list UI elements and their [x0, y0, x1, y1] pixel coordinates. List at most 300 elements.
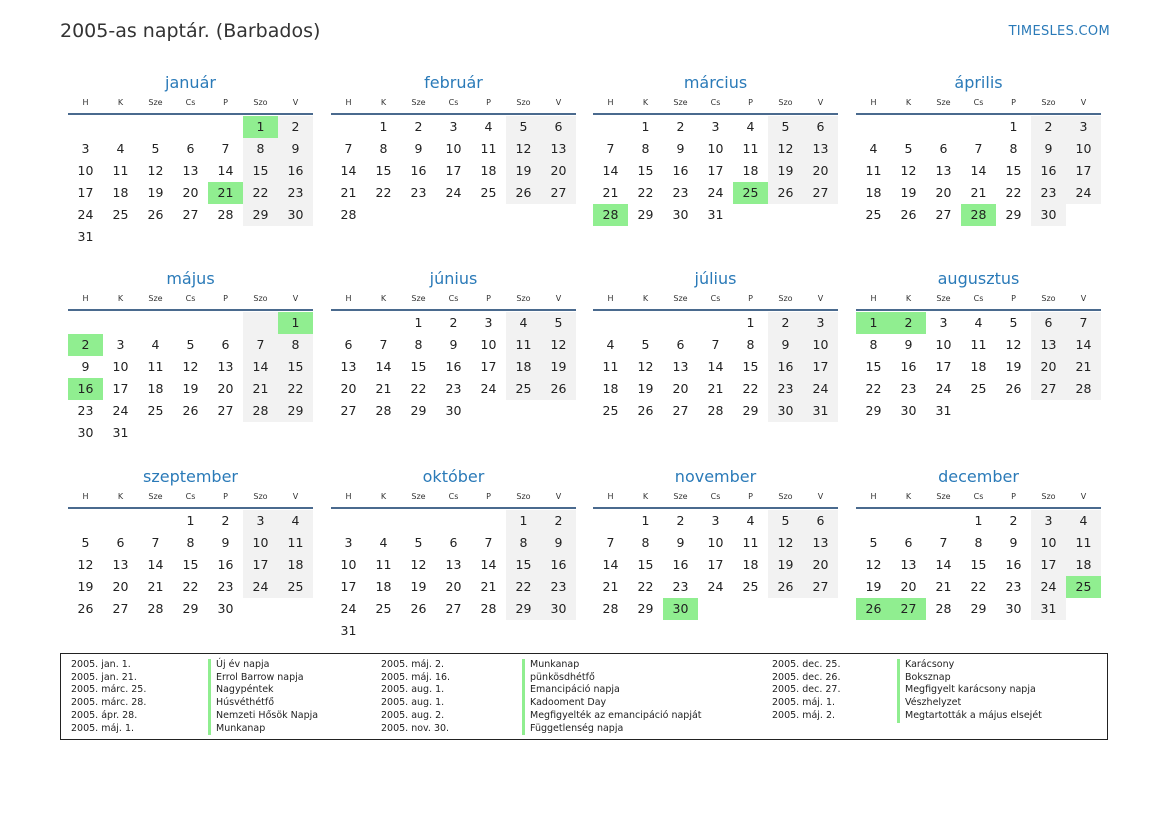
day-cell: 24 — [707, 185, 724, 200]
day-cell: 23 — [1031, 182, 1066, 204]
day-cell: 15 — [243, 160, 278, 182]
weekday-label: V — [1080, 492, 1087, 501]
day-cell: 27 — [803, 576, 838, 598]
day-cell: 10 — [707, 141, 724, 156]
weekday-label: V — [1080, 294, 1087, 303]
holiday-day: 27 — [891, 598, 926, 620]
empty-cell — [961, 116, 996, 138]
day-cell: 29 — [182, 601, 199, 616]
day-cell: 17 — [1031, 554, 1066, 576]
day-cell: 7 — [939, 535, 948, 550]
day-cell: 7 — [711, 337, 720, 352]
day-cell: 19 — [77, 579, 94, 594]
empty-cell — [208, 116, 243, 138]
day-cell: 11 — [375, 557, 392, 572]
day-cell: 4 — [484, 119, 493, 134]
day-grid — [593, 510, 838, 620]
day-cell: 19 — [865, 579, 882, 594]
day-cell: 17 — [935, 359, 952, 374]
weekday-label: Sze — [673, 98, 688, 107]
empty-cell — [891, 116, 926, 138]
day-cell: 26 — [768, 576, 803, 598]
day-cell: 25 — [970, 381, 987, 396]
day-cell: 21 — [375, 381, 392, 396]
day-cell: 27 — [217, 403, 234, 418]
empty-cell — [471, 510, 506, 532]
weekday-label: H — [82, 294, 89, 303]
holiday-name: Új év napja — [208, 659, 318, 672]
month-title: június — [429, 269, 478, 288]
holiday-day: 1 — [856, 312, 891, 334]
weekday-label: V — [555, 294, 562, 303]
day-cell: 29 — [742, 403, 759, 418]
month-november — [593, 466, 838, 620]
weekday-label: V — [817, 98, 824, 107]
day-cell: 10 — [803, 334, 838, 356]
weekday-label: K — [642, 98, 649, 107]
day-cell: 5 — [768, 116, 803, 138]
holiday-name: Függetlenség napja — [522, 723, 702, 736]
day-cell: 24 — [480, 381, 497, 396]
day-grid — [856, 116, 1101, 226]
month-április — [856, 72, 1101, 226]
weekday-label: V — [292, 492, 299, 501]
day-cell: 8 — [506, 532, 541, 554]
weekday-label: V — [1080, 98, 1087, 107]
day-cell: 13 — [182, 163, 199, 178]
day-cell: 1 — [379, 119, 388, 134]
day-cell: 16 — [541, 554, 576, 576]
day-cell: 28 — [480, 601, 497, 616]
holiday-date: 2005. dec. 27. — [772, 684, 841, 696]
day-cell: 2 — [278, 116, 313, 138]
day-cell: 8 — [974, 535, 983, 550]
day-cell: 12 — [637, 359, 654, 374]
day-cell: 21 — [243, 378, 278, 400]
day-cell: 10 — [77, 163, 94, 178]
day-cell: 18 — [602, 381, 619, 396]
day-cell: 14 — [147, 557, 164, 572]
day-cell: 25 — [112, 207, 129, 222]
day-grid — [68, 116, 313, 248]
day-cell: 12 — [147, 163, 164, 178]
day-cell: 7 — [344, 141, 353, 156]
day-cell: 25 — [742, 579, 759, 594]
day-cell: 2 — [676, 513, 685, 528]
page-title: 2005-as naptár. (Barbados) — [60, 20, 321, 42]
holiday-name: Nemzeti Hősök Napja — [208, 710, 318, 723]
weekday-label: H — [607, 294, 614, 303]
day-cell: 15 — [410, 359, 427, 374]
holiday-dates-column — [772, 659, 840, 723]
day-cell: 24 — [1066, 182, 1101, 204]
day-cell: 9 — [449, 337, 458, 352]
holiday-day: 30 — [663, 598, 698, 620]
day-cell: 15 — [1005, 163, 1022, 178]
day-cell: 3 — [803, 312, 838, 334]
day-cell: 13 — [803, 138, 838, 160]
weekday-label: Sze — [673, 492, 688, 501]
day-cell: 15 — [970, 557, 987, 572]
day-cell: 29 — [865, 403, 882, 418]
day-cell: 5 — [641, 337, 650, 352]
holiday-date: 2005. aug. 1. — [381, 684, 445, 696]
day-cell: 2 — [221, 513, 230, 528]
weekday-label: H — [870, 294, 877, 303]
day-cell: 1 — [641, 513, 650, 528]
empty-cell — [593, 510, 628, 532]
weekday-label: V — [555, 492, 562, 501]
day-cell: 3 — [484, 315, 493, 330]
day-cell: 18 — [147, 381, 164, 396]
day-cell: 31 — [707, 207, 724, 222]
day-cell: 25 — [865, 207, 882, 222]
empty-cell — [103, 116, 138, 138]
weekday-label: H — [345, 492, 352, 501]
day-cell: 18 — [742, 557, 759, 572]
day-cell: 17 — [707, 557, 724, 572]
weekday-label: P — [1011, 98, 1016, 107]
holiday-date: 2005. máj. 1. — [71, 722, 135, 734]
day-cell: 19 — [506, 160, 541, 182]
day-cell: 7 — [606, 141, 615, 156]
day-cell: 7 — [221, 141, 230, 156]
day-cell: 13 — [541, 138, 576, 160]
weekday-label: V — [555, 98, 562, 107]
day-grid — [68, 510, 313, 620]
day-cell: 14 — [970, 163, 987, 178]
day-cell: 7 — [1066, 312, 1101, 334]
day-cell: 14 — [243, 356, 278, 378]
weekday-header — [593, 292, 838, 311]
day-cell: 19 — [768, 554, 803, 576]
day-cell: 10 — [445, 141, 462, 156]
day-cell: 27 — [182, 207, 199, 222]
day-cell: 24 — [707, 579, 724, 594]
day-cell: 31 — [935, 403, 952, 418]
day-cell: 6 — [541, 116, 576, 138]
month-szeptember — [68, 466, 313, 620]
day-grid — [856, 510, 1101, 620]
holiday-name: Karácsony — [897, 659, 1042, 672]
weekday-label: V — [292, 294, 299, 303]
weekday-header — [593, 490, 838, 509]
day-cell: 25 — [147, 403, 164, 418]
day-cell: 14 — [217, 163, 234, 178]
day-cell: 1 — [746, 315, 755, 330]
holiday-dates-column — [71, 659, 146, 735]
holiday-name: Nagypéntek — [208, 684, 318, 697]
day-cell: 5 — [81, 535, 90, 550]
holiday-list — [60, 653, 1108, 740]
empty-cell — [593, 312, 628, 334]
day-cell: 4 — [974, 315, 983, 330]
holiday-date: 2005. aug. 2. — [381, 709, 445, 721]
empty-cell — [856, 116, 891, 138]
day-cell: 16 — [672, 163, 689, 178]
day-cell: 6 — [221, 337, 230, 352]
day-grid — [856, 312, 1101, 422]
holiday-name: Vészhelyzet — [897, 697, 1042, 710]
weekday-header — [68, 490, 313, 509]
day-cell: 4 — [116, 141, 125, 156]
weekday-header — [856, 490, 1101, 509]
day-cell: 4 — [1066, 510, 1101, 532]
day-cell: 12 — [1005, 337, 1022, 352]
day-cell: 6 — [1031, 312, 1066, 334]
weekday-label: Sze — [148, 492, 163, 501]
day-cell: 7 — [974, 141, 983, 156]
holiday-names-column — [522, 659, 702, 735]
day-cell: 30 — [445, 403, 462, 418]
weekday-label: H — [345, 294, 352, 303]
day-cell: 17 — [445, 163, 462, 178]
day-cell: 29 — [410, 403, 427, 418]
day-cell: 9 — [1009, 535, 1018, 550]
day-cell: 15 — [742, 359, 759, 374]
day-cell: 23 — [445, 381, 462, 396]
day-cell: 22 — [278, 378, 313, 400]
month-title: szeptember — [142, 467, 238, 486]
day-cell: 25 — [602, 403, 619, 418]
day-cell: 9 — [278, 138, 313, 160]
empty-cell — [138, 510, 173, 532]
day-cell: 14 — [375, 359, 392, 374]
day-cell: 19 — [900, 185, 917, 200]
day-cell: 5 — [904, 141, 913, 156]
day-cell: 28 — [340, 207, 357, 222]
weekday-label: K — [642, 492, 649, 501]
day-cell: 9 — [414, 141, 423, 156]
weekday-label: Cs — [973, 98, 984, 107]
day-cell: 2 — [414, 119, 423, 134]
day-cell: 3 — [243, 510, 278, 532]
day-cell: 11 — [865, 163, 882, 178]
day-cell: 27 — [1031, 378, 1066, 400]
holiday-date: 2005. máj. 2. — [381, 659, 445, 670]
day-cell: 23 — [77, 403, 94, 418]
weekday-label: P — [223, 294, 228, 303]
day-cell: 16 — [768, 356, 803, 378]
day-cell: 15 — [182, 557, 199, 572]
day-cell: 3 — [81, 141, 90, 156]
weekday-label: P — [1011, 294, 1016, 303]
weekday-label: Cs — [185, 294, 196, 303]
day-cell: 1 — [974, 513, 983, 528]
day-cell: 8 — [641, 535, 650, 550]
month-title: május — [166, 269, 215, 288]
weekday-label: P — [748, 98, 753, 107]
day-cell: 13 — [340, 359, 357, 374]
weekday-label: H — [870, 492, 877, 501]
day-cell: 15 — [506, 554, 541, 576]
weekday-label: K — [117, 492, 124, 501]
day-cell: 27 — [541, 182, 576, 204]
day-cell: 8 — [1009, 141, 1018, 156]
day-cell: 11 — [970, 337, 987, 352]
day-cell: 11 — [1066, 532, 1101, 554]
day-cell: 30 — [768, 400, 803, 422]
weekday-label: H — [82, 492, 89, 501]
empty-cell — [436, 510, 471, 532]
empty-cell — [366, 312, 401, 334]
day-cell: 12 — [541, 334, 576, 356]
holiday-date: 2005. márc. 25. — [71, 684, 147, 696]
empty-cell — [331, 510, 366, 532]
day-cell: 30 — [278, 204, 313, 226]
day-cell: 13 — [935, 163, 952, 178]
holiday-day: 25 — [733, 182, 768, 204]
day-cell: 15 — [637, 163, 654, 178]
day-cell: 14 — [602, 557, 619, 572]
day-cell: 8 — [278, 334, 313, 356]
day-cell: 30 — [1005, 601, 1022, 616]
weekday-label: Cs — [973, 492, 984, 501]
day-cell: 20 — [182, 185, 199, 200]
day-cell: 14 — [480, 557, 497, 572]
month-január — [68, 72, 313, 248]
empty-cell — [366, 510, 401, 532]
day-cell: 3 — [449, 119, 458, 134]
weekday-label: P — [748, 492, 753, 501]
day-cell: 19 — [637, 381, 654, 396]
day-cell: 27 — [672, 403, 689, 418]
weekday-label: P — [486, 98, 491, 107]
day-cell: 30 — [77, 425, 94, 440]
day-cell: 18 — [865, 185, 882, 200]
holiday-names-column — [208, 659, 318, 735]
day-cell: 15 — [637, 557, 654, 572]
day-cell: 6 — [803, 510, 838, 532]
weekday-label: H — [607, 492, 614, 501]
empty-cell — [173, 312, 208, 334]
day-cell: 17 — [707, 163, 724, 178]
empty-cell — [68, 510, 103, 532]
month-title: április — [954, 73, 1003, 92]
weekday-header — [68, 96, 313, 115]
holiday-day: 2 — [891, 312, 926, 334]
day-cell: 18 — [742, 163, 759, 178]
day-cell: 23 — [900, 381, 917, 396]
day-cell: 12 — [768, 138, 803, 160]
empty-cell — [891, 510, 926, 532]
empty-cell — [926, 116, 961, 138]
day-cell: 25 — [506, 378, 541, 400]
empty-cell — [698, 312, 733, 334]
empty-cell — [243, 312, 278, 334]
weekday-label: Cs — [448, 294, 459, 303]
month-title: december — [938, 467, 1019, 486]
day-cell: 10 — [340, 557, 357, 572]
empty-cell — [593, 116, 628, 138]
holiday-day: 1 — [243, 116, 278, 138]
day-cell: 2 — [541, 510, 576, 532]
day-cell: 20 — [935, 185, 952, 200]
day-cell: 5 — [1009, 315, 1018, 330]
weekday-label: Sze — [148, 294, 163, 303]
day-cell: 13 — [1031, 334, 1066, 356]
weekday-label: K — [905, 492, 912, 501]
day-cell: 4 — [151, 337, 160, 352]
day-cell: 8 — [869, 337, 878, 352]
day-cell: 9 — [676, 141, 685, 156]
day-cell: 13 — [672, 359, 689, 374]
day-cell: 11 — [278, 532, 313, 554]
day-cell: 27 — [935, 207, 952, 222]
weekday-label: Szo — [516, 492, 531, 501]
day-cell: 11 — [742, 141, 759, 156]
day-cell: 6 — [676, 337, 685, 352]
day-cell: 15 — [278, 356, 313, 378]
day-cell: 6 — [116, 535, 125, 550]
day-cell: 21 — [1066, 356, 1101, 378]
day-cell: 10 — [112, 359, 129, 374]
holiday-day: 16 — [68, 378, 103, 400]
day-cell: 17 — [1066, 160, 1101, 182]
weekday-label: Szo — [253, 492, 268, 501]
day-cell: 18 — [112, 185, 129, 200]
holiday-day: 26 — [856, 598, 891, 620]
day-cell: 9 — [541, 532, 576, 554]
day-cell: 23 — [672, 185, 689, 200]
weekday-label: Sze — [936, 492, 951, 501]
day-cell: 23 — [1005, 579, 1022, 594]
weekday-header — [856, 96, 1101, 115]
day-cell: 27 — [112, 601, 129, 616]
day-cell: 4 — [506, 312, 541, 334]
day-cell: 21 — [602, 579, 619, 594]
month-title: október — [422, 467, 485, 486]
month-június — [331, 268, 576, 422]
month-title: március — [683, 73, 748, 92]
weekday-label: V — [817, 294, 824, 303]
day-cell: 27 — [340, 403, 357, 418]
empty-cell — [103, 312, 138, 334]
day-cell: 2 — [768, 312, 803, 334]
weekday-label: Szo — [1041, 98, 1056, 107]
day-cell: 6 — [803, 116, 838, 138]
day-cell: 3 — [939, 315, 948, 330]
weekday-label: Sze — [936, 294, 951, 303]
day-cell: 28 — [935, 601, 952, 616]
holiday-name: Emancipáció napja — [522, 684, 702, 697]
holiday-day: 28 — [593, 204, 628, 226]
month-október — [331, 466, 576, 642]
empty-cell — [331, 312, 366, 334]
brand-link[interactable]: TIMESLES.COM — [1008, 24, 1110, 39]
day-cell: 20 — [340, 381, 357, 396]
empty-cell — [401, 510, 436, 532]
day-cell: 21 — [970, 185, 987, 200]
empty-cell — [68, 312, 103, 334]
day-cell: 26 — [637, 403, 654, 418]
empty-cell — [68, 116, 103, 138]
day-cell: 23 — [278, 182, 313, 204]
day-cell: 16 — [1031, 160, 1066, 182]
day-cell: 31 — [803, 400, 838, 422]
day-cell: 26 — [541, 378, 576, 400]
empty-cell — [628, 312, 663, 334]
day-cell: 17 — [480, 359, 497, 374]
day-cell: 30 — [672, 207, 689, 222]
day-cell: 3 — [711, 513, 720, 528]
holiday-name: pünkösdhétfő — [522, 672, 702, 685]
holiday-date: 2005. máj. 16. — [381, 671, 451, 683]
day-cell: 25 — [375, 601, 392, 616]
holiday-date: 2005. máj. 1. — [772, 697, 836, 709]
day-cell: 15 — [865, 359, 882, 374]
day-cell: 4 — [278, 510, 313, 532]
